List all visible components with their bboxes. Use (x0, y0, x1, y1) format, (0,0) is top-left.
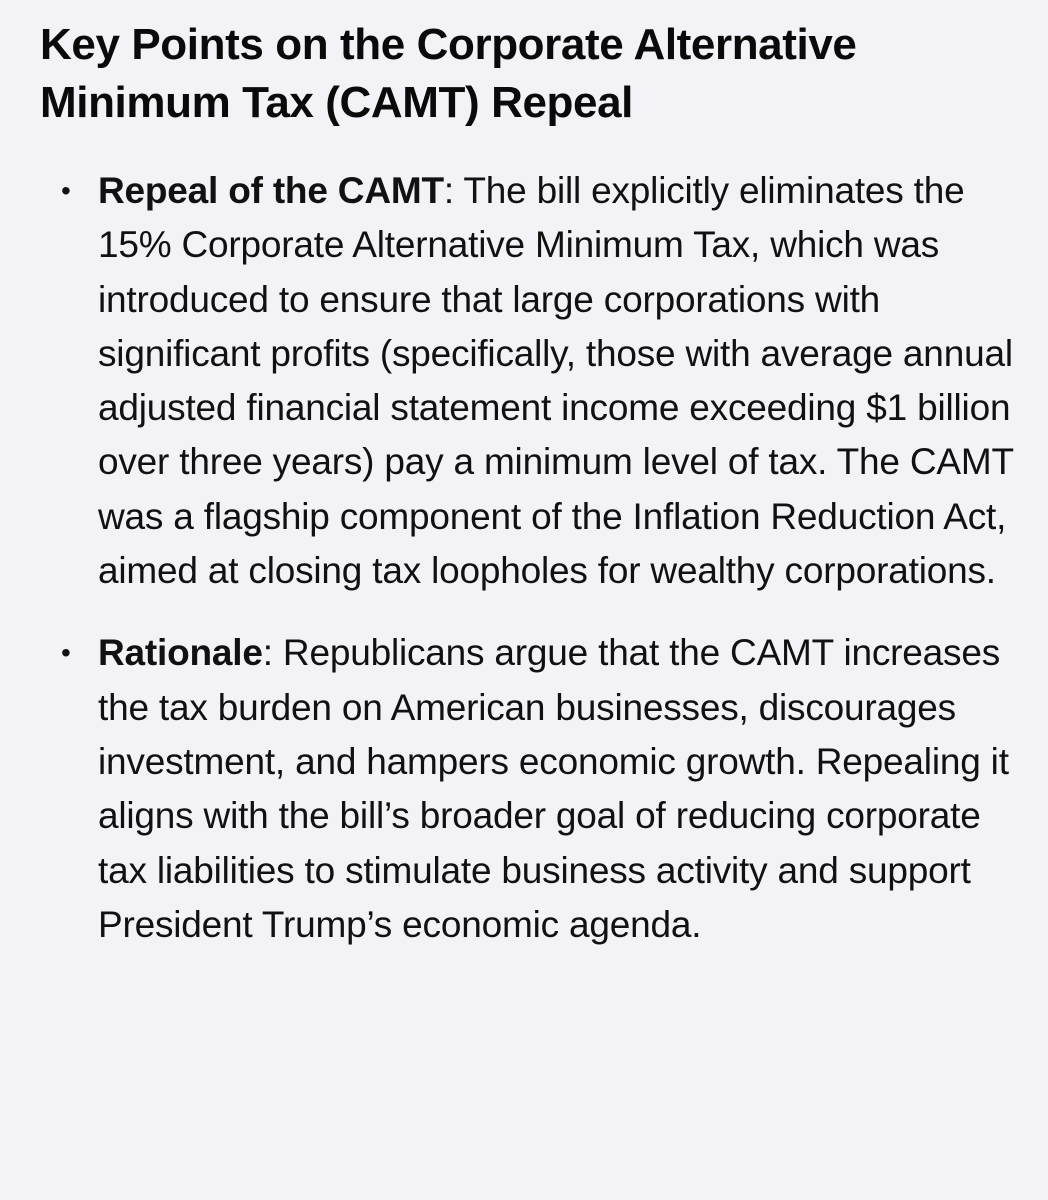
page-title: Key Points on the Corporate Alternative Minimum Tax (CAMT) Repeal (40, 20, 857, 127)
bullet-term: Rationale (98, 632, 263, 674)
list-item-rationale (40, 626, 1014, 952)
key-points-list (40, 164, 1014, 952)
bullet-text: The bill explicitly eliminates the 15% Corporate Alternative Minimum Tax, which was introduced to ensure that large corporations with significant profits (specifically, those with average annual adjusted financial statement income exceeding $1 billion over three years) pay a minimum level of tax. The CAMT was a flagship component of the Inflation Reduction Act, aimed at closing tax loopholes for wealthy corporations. (98, 170, 1014, 592)
bullet-separator: : (443, 170, 464, 211)
list-item-repeal (40, 164, 1014, 598)
bullet-separator: : (262, 632, 283, 674)
bullet-icon: • (61, 175, 71, 206)
bullet-term: Repeal of the CAMT (98, 170, 444, 211)
bullet-text: Republicans argue that the CAMT increases the tax burden on American businesses, discourages investment, and hampers economic growth. Repealing it aligns with the bill’s broader goal of reducing corporate tax liabilities to stimulate business activity and support President Trump’s economic agenda. (98, 632, 1009, 945)
bullet-icon: • (61, 637, 71, 669)
